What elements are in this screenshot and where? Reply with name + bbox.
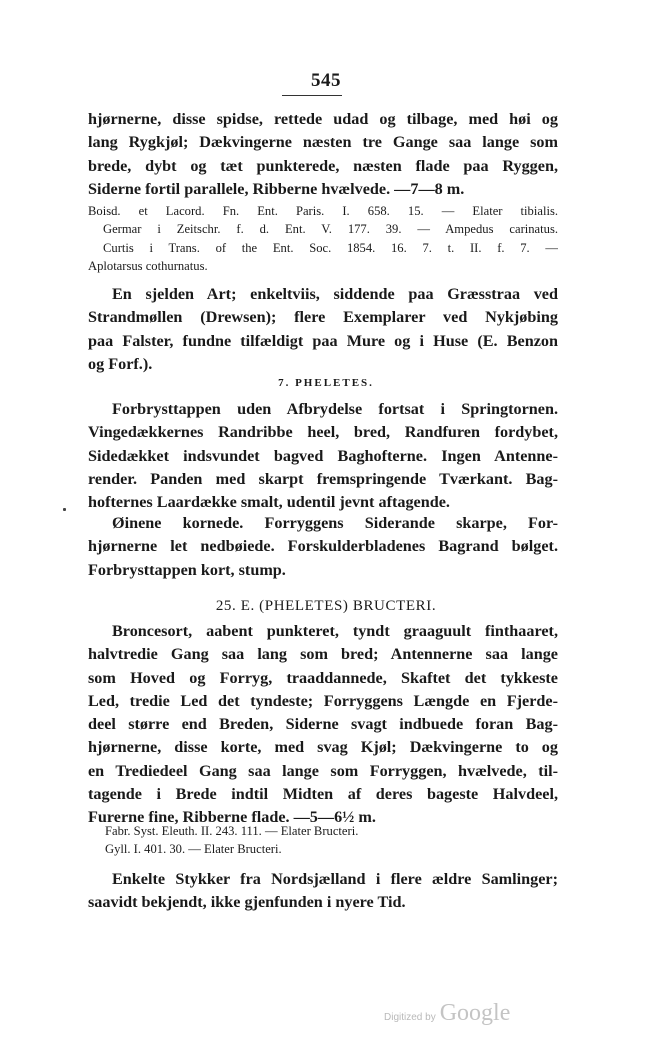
page-number-rule [282,95,342,96]
watermark-prefix: Digitized by [384,1012,436,1023]
paragraph-genus-features [88,512,558,582]
text-line: tagende i Brede indtil Midten af deres bageste Halvdeel, [88,785,558,804]
reference-list-2 [105,822,560,859]
text-line: saavidt bekjendt, ikke gjenfunden i nyere Tid. [88,893,406,912]
text-line: Siderne fortil parallele, Ribberne hvælvede. —7—8 m. [88,179,465,198]
paragraph-occurrence [88,283,558,376]
text-line: Øinene kornede. Forryggens Siderande skarpe, For- [112,514,558,532]
species-heading: 25. E. (PHELETES) BRUCTERI. [215,598,437,614]
reference-list-1 [88,202,558,275]
text-line: brede, dybt og tæt punkterede, næsten flade paa Ryggen, [88,156,558,175]
paragraph-continuation [88,108,558,201]
text-line: Forbrysttappen uden Afbrydelse fortsat i Springtornen. [112,400,558,418]
paragraph-species-description [88,620,558,830]
section-heading: 7. PHELETES. [278,377,374,389]
text-line: Led, tredie Led det tyndeste; Forryggens Længde en Fjerde- [88,691,558,710]
text-line: Enkelte Stykker fra Nordsjælland i flere ældre Samlinger; [112,870,558,888]
reference-line: Gyll. I. 401. 30. — Elater Bructeri. [105,842,282,857]
text-line: Furerne fine, Ribberne flade. —5—6½ m. [88,808,376,827]
text-line: lang Rygkjøl; Dækvingerne næsten tre Gange saa lange som [88,133,558,152]
reference-line: Fabr. Syst. Eleuth. II. 243. 111. — Elater Bructeri. [105,824,359,838]
text-line: og Forf.). [88,354,153,373]
text-line: halvtredie Gang saa lang som bred; Antennerne saa lange [88,645,558,664]
text-line: Forbrysttappen kort, stump. [88,560,286,579]
text-line: En sjelden Art; enkeltviis, siddende paa Græsstraa ved [112,285,558,303]
reference-line: Curtis i Trans. of the Ent. Soc. 1854. 16. 7. t. II. f. 7. — [103,240,558,255]
text-line: paa Falster, fundne tilfældigt paa Mure og i Huse (E. Benzon [88,331,558,350]
page-number: 545 [311,70,341,91]
text-line: som Hoved og Forryg, traaddannede, Skaftet det tykkeste [88,668,558,687]
text-line: en Trediedeel Gang saa lange som Forryggen, hvælvede, til- [88,761,558,780]
paragraph-genus-description [88,398,558,514]
reference-line: Boisd. et Lacord. Fn. Ent. Paris. I. 658. 15. — Elater tibialis. [88,204,558,218]
reference-line: Germar i Zeitschr. f. d. Ent. V. 177. 39. — Ampedus carinatus. [103,222,558,237]
reference-line: Aplotarsus cothurnatus. [88,258,208,273]
google-logo: Google [439,1000,511,1026]
text-line: Broncesort, aabent punkteret, tyndt graaguult finthaaret, [112,622,558,640]
text-line: Sidedækket indsvundet bagved Baghofterne. Ingen Antenne- [88,446,558,465]
text-line: Vingedækkernes Randribbe heel, bred, Randfuren fordybet, [88,423,558,442]
text-line: hofternes Laardække smalt, udentil jevnt aftagende. [88,493,450,512]
text-line: deel større end Breden, Siderne svagt indbuede foran Bag- [88,715,558,734]
text-line: Strandmøllen (Drewsen); flere Exemplarer ved Nykjøbing [88,308,558,327]
paragraph-occurrence-2 [88,868,558,915]
text-line: render. Panden med skarpt fremspringende Tværkant. Bag- [88,469,558,488]
text-line: hjørnerne, disse spidse, rettede udad og tilbage, med høi og [88,110,558,128]
margin-mark [63,508,66,511]
text-line: hjørnerne, disse korte, med svag Kjøl; Dækvingerne to og [88,738,558,757]
text-line: hjørnerne let nedbøiede. Forskulderbladenes Bagrand bølget. [88,537,558,556]
digitized-watermark [384,1000,510,1027]
